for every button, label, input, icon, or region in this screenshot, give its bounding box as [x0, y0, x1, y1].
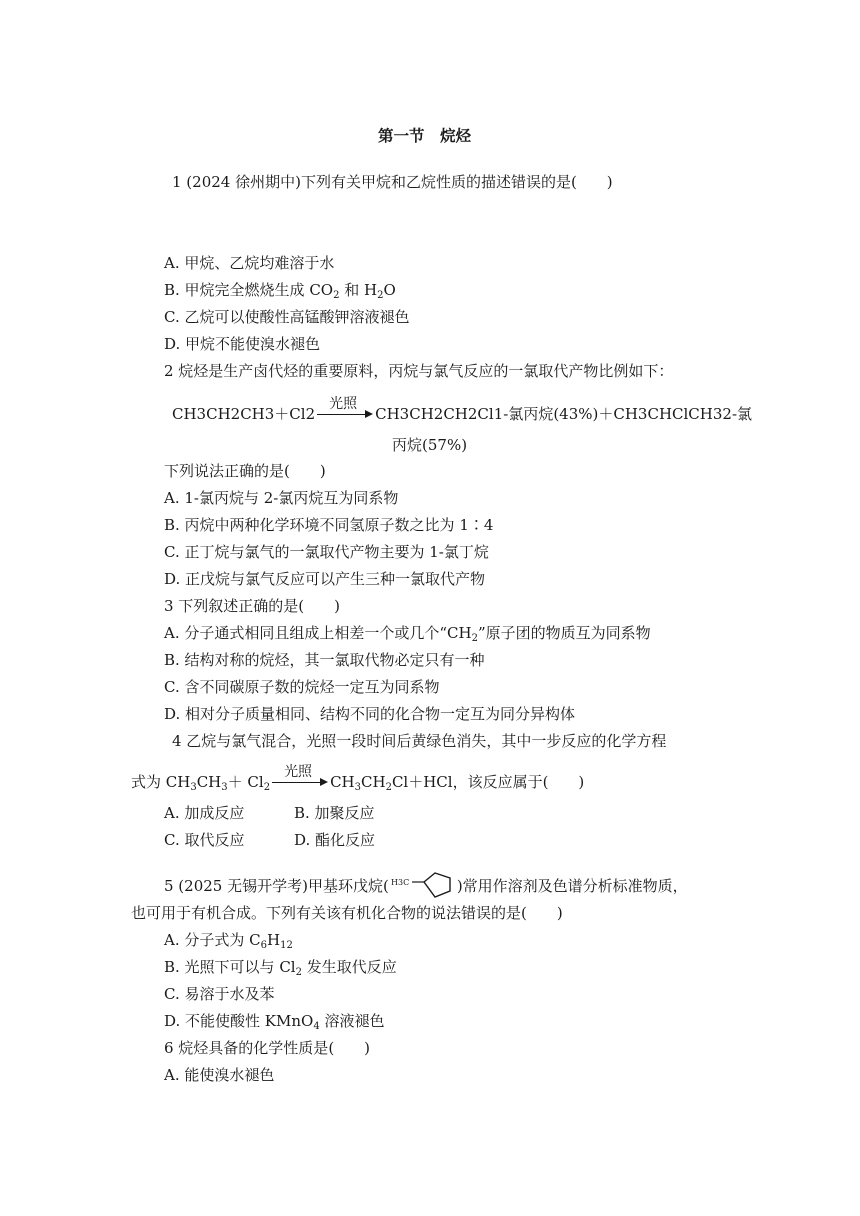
q4-option-a: A. 加成反应: [164, 804, 245, 822]
q5-option-d: D. 不能使酸性 KMnO$_4$ 溶液褪色: [164, 1012, 385, 1032]
structure-methyl-label: H3C: [390, 878, 409, 887]
q4-option-b: B. 加聚反应: [294, 804, 375, 822]
q6-stem: 6 烷烃具备的化学性质是( ): [164, 1039, 371, 1057]
q5-stem: 5 (2025 无锡开学考)甲基环戊烷( H3C )常用作溶剂及色谱分析标准物质，: [164, 871, 688, 903]
reaction-arrow-icon: 光照: [270, 772, 330, 792]
q5-option-a: A. 分子式为 $C_6H_{12}$: [164, 931, 293, 951]
page-title: 第一节 烷烃: [378, 126, 472, 145]
q2-equation-continued: 丙烷(57%): [392, 436, 468, 454]
q2-option-d: D. 正戊烷与氯气反应可以产生三种一氯取代产物: [164, 570, 486, 588]
methylcyclopentane-structure-icon: [390, 871, 456, 903]
q1-option-a: A. 甲烷、乙烷均难溶于水: [164, 254, 335, 272]
q5-stem-continued: 也可用于有机合成。下列有关该有机化合物的说法错误的是( ): [131, 904, 563, 922]
q5-option-c: C. 易溶于水及苯: [164, 985, 275, 1003]
q1-option-d: D. 甲烷不能使溴水褪色: [164, 335, 321, 353]
q5-option-b: B. 光照下可以与 $Cl_2$ 发生取代反应: [164, 958, 397, 978]
q2-option-a: A. 1-氯丙烷与 2-氯丙烷互为同系物: [164, 489, 399, 507]
q1-stem: 1 (2024 徐州期中)下列有关甲烷和乙烷性质的描述错误的是( ): [172, 173, 613, 191]
q4-equation: 式为 $CH_3CH_3+ Cl_2$ 光照 $CH_3CH_2Cl+HCl$，该反应属于( ): [131, 764, 585, 793]
q3-option-d: D. 相对分子质量相同、结构不同的化合物一定互为同分异构体: [164, 705, 576, 723]
q3-option-c: C. 含不同碳原子数的烷烃一定互为同系物: [164, 678, 440, 696]
q4-option-c: C. 取代反应: [164, 831, 245, 849]
q6-option-a: A. 能使溴水褪色: [164, 1066, 275, 1084]
q3-stem: 3 下列叙述正确的是( ): [164, 597, 341, 615]
q1-option-c: C. 乙烷可以使酸性高锰酸钾溶液褪色: [164, 308, 410, 326]
q4-option-d: D. 酯化反应: [294, 831, 376, 849]
q1-option-b: B. 甲烷完全燃烧生成 $CO_2$ 和 $H_2O$: [164, 281, 396, 301]
q3-option-b: B. 结构对称的烷烃，其一氯取代物必定只有一种: [164, 651, 485, 669]
reaction-arrow-icon: 光照: [315, 404, 375, 424]
q2-equation: CH3CH2CH3＋Cl2 光照 CH3CH2CH2Cl1-氯丙烷(43%)＋CH3CHClCH32-氯: [172, 396, 753, 423]
q3-option-a: A. 分子通式相同且组成上相差一个或几个“$CH_2$”原子团的物质互为同系物: [164, 624, 651, 644]
q2-option-b: B. 丙烷中两种化学环境不同氢原子数之比为 1∶4: [164, 516, 494, 534]
q2-option-c: C. 正丁烷与氯气的一氯取代产物主要为 1-氯丁烷: [164, 543, 489, 561]
q2-stem: 2 烷烃是生产卤代烃的重要原料，丙烷与氯气反应的一氯取代产物比例如下：: [164, 362, 674, 380]
q2-prompt: 下列说法正确的是( ): [164, 462, 326, 480]
q4-stem: 4 乙烷与氯气混合，光照一段时间后黄绿色消失，其中一步反应的化学方程: [172, 732, 667, 750]
